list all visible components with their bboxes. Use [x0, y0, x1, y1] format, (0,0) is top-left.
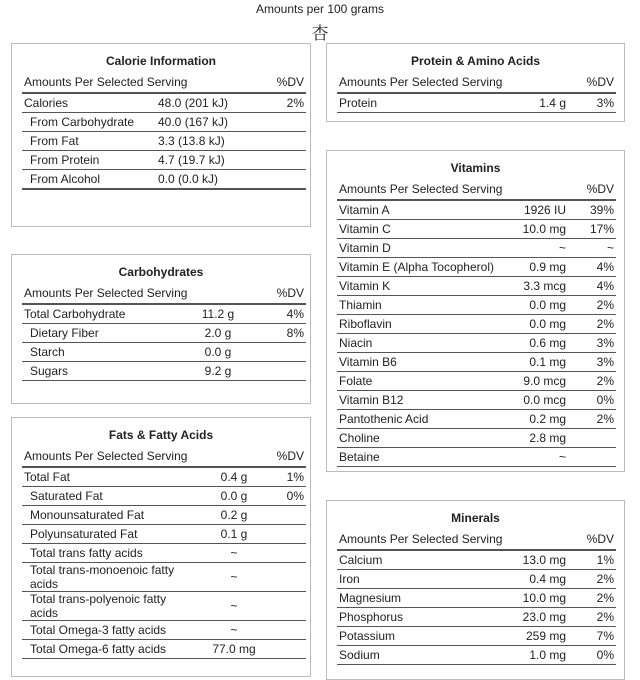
nutrient-dv	[274, 640, 306, 659]
nutrient-table	[22, 283, 306, 381]
dv-label: %DV	[264, 283, 306, 304]
nutrient-name: Total Omega-6 fatty acids	[22, 640, 194, 659]
nutrient-name: Iron	[337, 570, 512, 589]
serving-label: Amounts Per Selected Serving	[337, 529, 572, 550]
table-row	[337, 200, 616, 220]
table-row	[22, 343, 306, 362]
table-row	[22, 525, 306, 544]
table-row	[337, 239, 616, 258]
nutrient-name: From Fat	[22, 132, 152, 151]
dv-label: %DV	[572, 529, 616, 550]
table-row	[22, 362, 306, 381]
nutrient-name: Potassium	[337, 627, 512, 646]
table-row	[22, 487, 306, 506]
table-row	[22, 563, 306, 592]
nutrient-name: Vitamin E (Alpha Tocopherol)	[337, 258, 512, 277]
table-row	[337, 334, 616, 353]
nutrient-name: Polyunsaturated Fat	[22, 525, 194, 544]
table-row	[22, 506, 306, 525]
nutrient-amount: ~	[194, 544, 274, 563]
nutrient-dv: 7%	[572, 627, 616, 646]
nutrient-name: Calories	[22, 93, 152, 113]
nutrient-dv	[274, 544, 306, 563]
nutrient-amount: 1926 IU	[512, 200, 572, 220]
table-row	[22, 151, 306, 170]
nutrient-name: Vitamin K	[337, 277, 512, 296]
nutrient-table	[337, 179, 616, 467]
nutrient-dv	[262, 113, 306, 132]
nutrient-dv: 2%	[572, 410, 616, 429]
nutrient-dv	[572, 448, 616, 467]
nutrient-amount: 2.0 g	[172, 324, 264, 343]
nutrient-name: Saturated Fat	[22, 487, 194, 506]
nutrient-amount: 0.1 g	[194, 525, 274, 544]
nutrient-name: Betaine	[337, 448, 512, 467]
nutrient-name: Sugars	[22, 362, 172, 381]
nutrient-amount: 1.4 g	[512, 93, 572, 113]
table-row	[337, 608, 616, 627]
serving-label: Amounts Per Selected Serving	[337, 179, 572, 200]
nutrient-dv	[262, 151, 306, 170]
serving-label: Amounts Per Selected Serving	[22, 283, 264, 304]
table-row	[337, 353, 616, 372]
nutrient-dv: 2%	[572, 570, 616, 589]
nutrient-dv: 17%	[572, 220, 616, 239]
nutrient-amount: 0.0 g	[172, 343, 264, 362]
nutrient-amount: 0.0 mg	[512, 315, 572, 334]
nutrient-name: Thiamin	[337, 296, 512, 315]
carbohydrates-panel	[11, 254, 311, 404]
nutrient-dv: 2%	[262, 93, 306, 113]
nutrient-dv: 2%	[572, 372, 616, 391]
table-row	[22, 544, 306, 563]
protein-panel	[326, 43, 625, 122]
table-header	[337, 72, 616, 93]
nutrient-dv: 3%	[572, 353, 616, 372]
dv-label: %DV	[262, 72, 306, 93]
nutrient-dv: 2%	[572, 315, 616, 334]
nutrient-name: Niacin	[337, 334, 512, 353]
table-row	[337, 550, 616, 570]
table-row	[337, 93, 616, 113]
nutrient-amount: 40.0 (167 kJ)	[152, 113, 262, 132]
nutrient-name: Vitamin A	[337, 200, 512, 220]
nutrient-amount: ~	[512, 239, 572, 258]
food-name: 杏	[311, 24, 329, 43]
nutrient-name: Magnesium	[337, 589, 512, 608]
table-header	[22, 283, 306, 304]
table-row	[337, 448, 616, 467]
nutrient-amount: ~	[512, 448, 572, 467]
calorie-information-panel	[11, 43, 311, 227]
nutrient-name: Folate	[337, 372, 512, 391]
nutrient-amount: 48.0 (201 kJ)	[152, 93, 262, 113]
table-header	[337, 179, 616, 200]
nutrient-dv: 2%	[572, 296, 616, 315]
panel-title: Calorie Information	[105, 54, 216, 68]
nutrient-name: Total Omega-3 fatty acids	[22, 621, 194, 640]
nutrient-amount: 0.4 mg	[512, 570, 572, 589]
nutrient-name: Total trans fatty acids	[22, 544, 194, 563]
nutrient-dv	[262, 132, 306, 151]
nutrient-amount: 0.0 mcg	[512, 391, 572, 410]
nutrient-dv	[274, 592, 306, 621]
nutrient-dv: 0%	[572, 391, 616, 410]
nutrient-name: From Alcohol	[22, 170, 152, 190]
nutrient-name: Pantothenic Acid	[337, 410, 512, 429]
table-row	[22, 467, 306, 487]
nutrient-amount: 0.2 mg	[512, 410, 572, 429]
nutrient-amount: 0.1 mg	[512, 353, 572, 372]
table-row	[337, 391, 616, 410]
nutrient-dv: 2%	[572, 589, 616, 608]
nutrient-dv	[274, 621, 306, 640]
nutrient-dv	[262, 170, 306, 190]
table-row	[22, 170, 306, 190]
nutrient-dv: 1%	[274, 467, 306, 487]
nutrient-name: Total trans-polyenoic fatty acids	[22, 592, 194, 621]
nutrient-amount: 3.3 (13.8 kJ)	[152, 132, 262, 151]
nutrient-dv	[264, 343, 306, 362]
nutrient-amount: ~	[194, 621, 274, 640]
nutrient-amount: 9.0 mcg	[512, 372, 572, 391]
nutrient-name: Vitamin B12	[337, 391, 512, 410]
table-row	[337, 589, 616, 608]
panel-title: Carbohydrates	[118, 265, 204, 279]
table-row	[337, 429, 616, 448]
nutrient-amount: 77.0 mg	[194, 640, 274, 659]
table-row	[22, 621, 306, 640]
table-row	[337, 410, 616, 429]
nutrient-name: Protein	[337, 93, 512, 113]
nutrient-name: Riboflavin	[337, 315, 512, 334]
nutrient-dv: 3%	[572, 334, 616, 353]
table-row	[22, 304, 306, 324]
nutrient-dv	[274, 506, 306, 525]
nutrient-amount: 0.0 (0.0 kJ)	[152, 170, 262, 190]
nutrient-dv	[274, 563, 306, 592]
nutrient-name: Total Fat	[22, 467, 194, 487]
nutrient-table	[22, 446, 306, 659]
nutrient-amount: ~	[194, 592, 274, 621]
vitamins-panel	[326, 150, 625, 472]
table-row	[22, 113, 306, 132]
nutrient-name: Dietary Fiber	[22, 324, 172, 343]
nutrient-name: From Protein	[22, 151, 152, 170]
nutrient-dv: 4%	[572, 258, 616, 277]
nutrient-name: Vitamin C	[337, 220, 512, 239]
nutrient-amount: 9.2 g	[172, 362, 264, 381]
nutrient-amount: 13.0 mg	[512, 550, 572, 570]
nutrient-dv: 8%	[264, 324, 306, 343]
nutrient-dv	[264, 362, 306, 381]
nutrient-dv: 4%	[264, 304, 306, 324]
nutrient-name: Total trans-monoenoic fatty acids	[22, 563, 194, 592]
nutrient-amount: 4.7 (19.7 kJ)	[152, 151, 262, 170]
fats-panel	[11, 417, 311, 677]
table-row	[337, 570, 616, 589]
panel-title: Minerals	[451, 511, 500, 525]
table-header	[22, 446, 306, 467]
serving-label: Amounts Per Selected Serving	[22, 72, 262, 93]
nutrient-dv: 39%	[572, 200, 616, 220]
nutrient-dv: 0%	[274, 487, 306, 506]
table-header	[337, 529, 616, 550]
table-row	[337, 258, 616, 277]
nutrient-amount: 0.9 mg	[512, 258, 572, 277]
nutrient-amount: 10.0 mg	[512, 220, 572, 239]
page-subtitle: Amounts per 100 grams	[255, 2, 385, 16]
table-row	[22, 324, 306, 343]
nutrient-dv: 4%	[572, 277, 616, 296]
nutrient-dv	[274, 525, 306, 544]
nutrient-amount: 259 mg	[512, 627, 572, 646]
table-row	[337, 220, 616, 239]
nutrient-amount: 0.2 g	[194, 506, 274, 525]
nutrient-table	[22, 72, 306, 190]
nutrient-name: From Carbohydrate	[22, 113, 152, 132]
table-row	[337, 296, 616, 315]
table-row	[337, 315, 616, 334]
nutrient-name: Vitamin B6	[337, 353, 512, 372]
nutrient-name: Phosphorus	[337, 608, 512, 627]
panel-title: Vitamins	[450, 161, 501, 175]
nutrient-dv: 2%	[572, 608, 616, 627]
nutrient-amount: 0.0 mg	[512, 296, 572, 315]
nutrient-name: Vitamin D	[337, 239, 512, 258]
nutrient-name: Sodium	[337, 646, 512, 665]
panel-title: Fats & Fatty Acids	[108, 428, 214, 442]
nutrient-name: Choline	[337, 429, 512, 448]
nutrient-dv: 1%	[572, 550, 616, 570]
dv-label: %DV	[572, 179, 616, 200]
nutrient-amount: 10.0 mg	[512, 589, 572, 608]
nutrient-amount: 0.0 g	[194, 487, 274, 506]
nutrient-amount: 11.2 g	[172, 304, 264, 324]
table-row	[337, 372, 616, 391]
table-row	[337, 627, 616, 646]
nutrient-amount: 2.8 mg	[512, 429, 572, 448]
nutrient-amount: 0.4 g	[194, 467, 274, 487]
nutrient-dv: 0%	[572, 646, 616, 665]
table-row	[22, 592, 306, 621]
nutrient-name: Calcium	[337, 550, 512, 570]
serving-label: Amounts Per Selected Serving	[337, 72, 572, 93]
dv-label: %DV	[572, 72, 616, 93]
nutrient-dv	[572, 429, 616, 448]
minerals-panel	[326, 500, 625, 680]
table-row	[337, 277, 616, 296]
nutrient-amount: ~	[194, 563, 274, 592]
dv-label: %DV	[274, 446, 306, 467]
nutrient-name: Total Carbohydrate	[22, 304, 172, 324]
table-row	[22, 640, 306, 659]
panel-title: Protein & Amino Acids	[410, 54, 541, 68]
table-row	[22, 132, 306, 151]
nutrient-name: Starch	[22, 343, 172, 362]
nutrient-amount: 1.0 mg	[512, 646, 572, 665]
nutrient-table	[337, 72, 616, 113]
table-row	[22, 93, 306, 113]
nutrient-dv: ~	[572, 239, 616, 258]
nutrient-amount: 3.3 mcg	[512, 277, 572, 296]
nutrient-table	[337, 529, 616, 665]
table-header	[22, 72, 306, 93]
nutrient-amount: 0.6 mg	[512, 334, 572, 353]
nutrient-dv: 3%	[572, 93, 616, 113]
serving-label: Amounts Per Selected Serving	[22, 446, 274, 467]
nutrient-name: Monounsaturated Fat	[22, 506, 194, 525]
nutrient-amount: 23.0 mg	[512, 608, 572, 627]
